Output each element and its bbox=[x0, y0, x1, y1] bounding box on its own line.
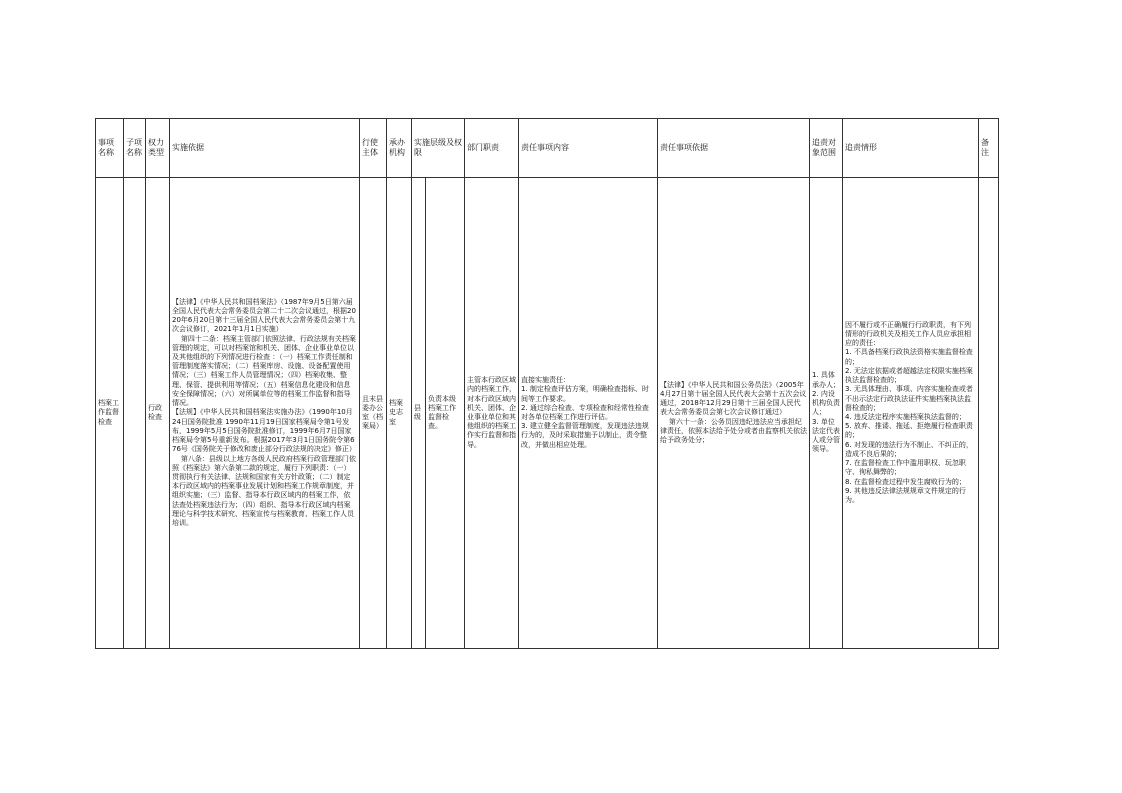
power-list-table bbox=[95, 118, 999, 649]
table-row bbox=[96, 178, 999, 649]
header-sub-item-name: 子项名称 bbox=[124, 119, 146, 178]
header-power-type: 权力类型 bbox=[146, 119, 170, 178]
header-organ: 承办机构 bbox=[387, 119, 412, 178]
cell-duty: 主管本行政区域内的档案工作，对本行政区域内机关、团体、企业事业单位和其他组织的档案工作实行监督和指导。 bbox=[465, 178, 519, 649]
cell-organ: 档案史志室 bbox=[387, 178, 412, 649]
cell-power-type: 行政检查 bbox=[146, 178, 170, 649]
cell-subject: 且末县委办公室（档案局） bbox=[360, 178, 387, 649]
cell-level-detail: 负责本级档案工作监督检查。 bbox=[426, 178, 465, 649]
header-resp-content: 责任事项内容 bbox=[519, 119, 658, 178]
header-basis: 实施依据 bbox=[170, 119, 360, 178]
header-subject: 行使主体 bbox=[360, 119, 387, 178]
header-duty: 部门职责 bbox=[465, 119, 519, 178]
header-resp-basis: 责任事项依据 bbox=[658, 119, 810, 178]
header-level: 实施层级及权限 bbox=[412, 119, 465, 178]
cell-remark bbox=[979, 178, 999, 649]
cell-basis: 【法律】《中华人民共和国档案法》（1987年9月5日第六届全国人民代表大会常务委员会第二十二次会议通过，根据2020年6月20日第十三届全国人民代表大会常务委员会第十九次会议修订，2021年1月1日实施） 第四十二条：档案主管部门依照法律、行政法规有关档案管理的规定，可以对档案馆和机关、团体、企业事业单位以及其他组织的下列情况进行检查 ：（一）档案工作责任制和管理制度落实情况；（二）档案库房、设施、设备配置使用情况；（三）档案工作人员管理情况；（四）档案收集、整理、保管、提供利用等情况；（五）档案信息化建设和信息安全保障情况；（六）对所属单位等的档案工作监督和指导情况。 【法规】《中华人民共和国档案法实施办法》（1990年10月24日国务院批准 1990年11月19日国家档案局令第1号发布，1999年5月5日国务院批准修订，1999年6月7日国家档案局令第5号重新发布。根据2017年3月1日国务院令第676号《国务院关于修改和废止部分行政法规的决定》修正） 第八条：县级以上地方各级人民政府档案行政管理部门依照《档案法》第六条第二款的规定，履行下列职责：（一）贯彻执行有关法律、法规和国家有关方针政策；（二）制定本行政区域内的档案事业发展计划和档案工作规章制度，并组织实施；（三）监督、指导本行政区域内的档案工作，依法查处档案违法行为；（四）组织、指导本行政区域内档案理论与科学技术研究、档案宣传与档案教育、档案工作人员培训。 bbox=[170, 178, 360, 649]
cell-item-name: 档案工作监督检查 bbox=[96, 178, 124, 649]
cell-resp-content: 直接实施责任： 1. 制定检查评估方案，明确检查指标、时间等工作要求。 2. 通过综合检查、专项检查和经常性检查对各单位档案工作进行评估。 3. 建立健全监督管理制度，发现违法违规行为的，及时采取措施予以制止，责令整改，并做出相应处理。 bbox=[519, 178, 658, 649]
cell-accountable-scope: 1. 具体承办人； 2. 内设机构负责人； 3. 单位法定代表人或分管领导。 bbox=[810, 178, 843, 649]
cell-level-main: 县级 bbox=[412, 178, 426, 649]
cell-resp-basis: 【法律】《中华人民共和国公务员法》（2005年4月27日第十届全国人民代表大会第十五次会议通过，2018年12月29日第十三届全国人民代表大会常务委员会第七次会议修订通过） 第六十一条：公务员因违纪违法应当承担纪律责任，依照本法给予处分或者由监察机关依法给予政务处分； bbox=[658, 178, 810, 649]
header-item-name: 事项名称 bbox=[96, 119, 124, 178]
cell-accountable-cases: 因不履行或不正确履行行政职责，有下列情形的行政机关及相关工作人员应承担相应的责任： 1. 不具备档案行政执法资格实施监督检查的； 2. 无法定依据或者超越法定权限实施档案执法监督检查的； 3. 无具体理由、事项、内容实施检查或者不出示法定行政执法证件实施档案执法监督检查的； 4. 违反法定程序实施档案执法监督的； 5. 放弃、推诿、拖延、拒绝履行检查职责的； 6. 对发现的违法行为不制止、不纠正的，造成不良后果的； 7. 在监督检查工作中滥用职权、玩忽职守、徇私舞弊的； 8. 在监督检查过程中发生腐败行为的； 9. 其他违反法律法规规章文件规定的行为。 bbox=[843, 178, 979, 649]
header-remark: 备注 bbox=[979, 119, 999, 178]
header-accountable-scope: 追责对象范围 bbox=[810, 119, 843, 178]
header-accountable-cases: 追责情形 bbox=[843, 119, 979, 178]
table-header-row bbox=[96, 119, 999, 178]
cell-sub-item-name bbox=[124, 178, 146, 649]
